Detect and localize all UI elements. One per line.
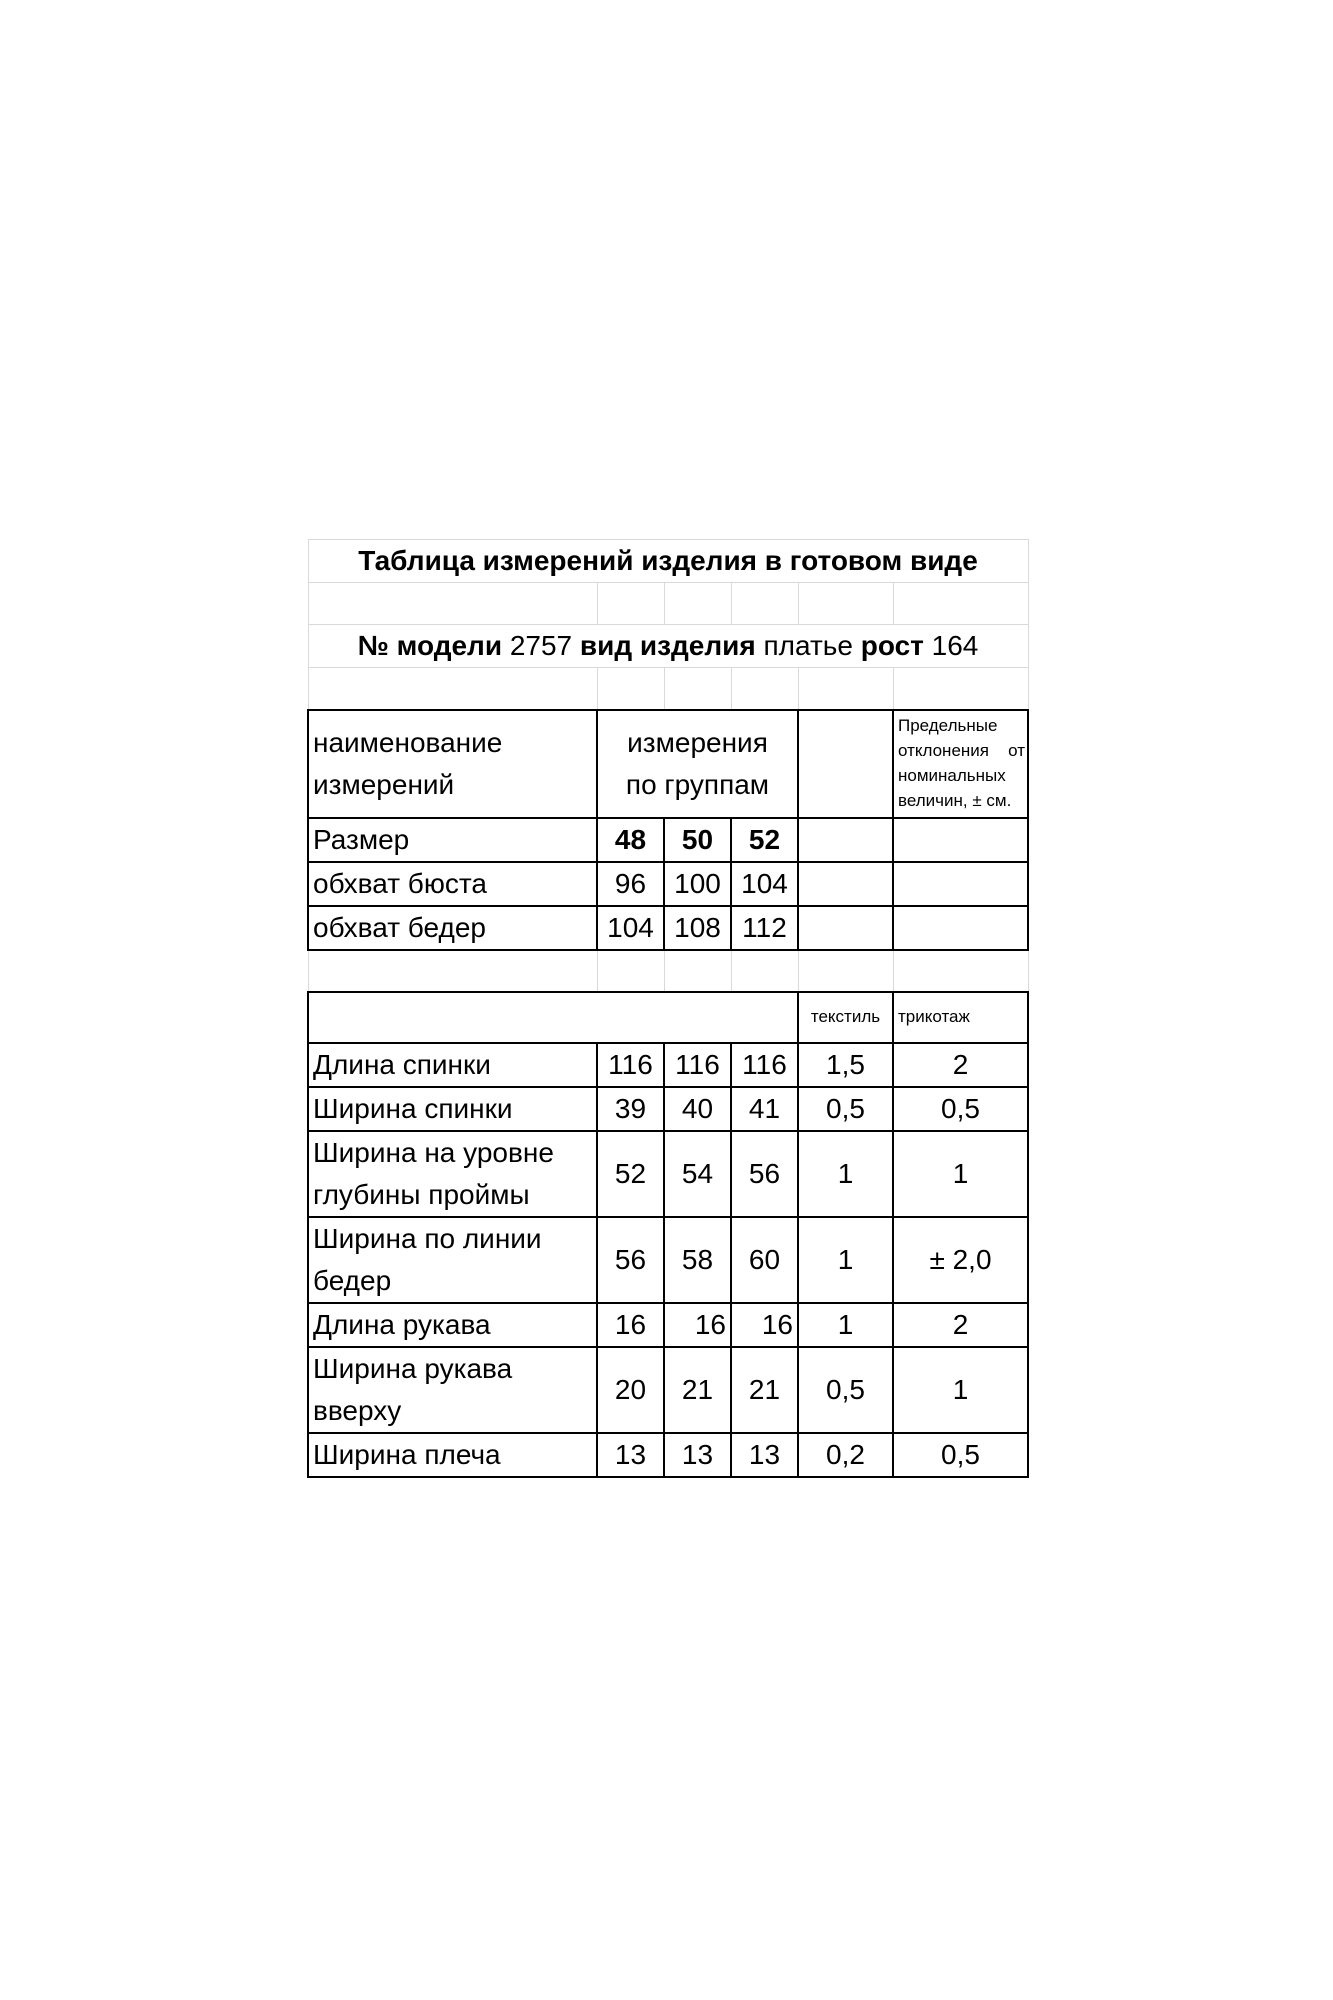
knit-tolerance: 0,5 [893, 1087, 1028, 1131]
row-label: Длина спинки [308, 1043, 597, 1087]
cell-value: 41 [731, 1087, 798, 1131]
size-value: 50 [664, 818, 731, 862]
size-value: 48 [597, 818, 664, 862]
knit-tolerance: ± 2,0 [893, 1217, 1028, 1303]
cell-value: 108 [664, 906, 731, 950]
cell-value: 40 [664, 1087, 731, 1131]
knit-tolerance: 1 [893, 1131, 1028, 1217]
header-knit: трикотаж [893, 992, 1028, 1043]
knit-tolerance: 2 [893, 1043, 1028, 1087]
textile-tolerance: 1 [798, 1217, 893, 1303]
table-row [308, 1131, 1028, 1217]
cell-value: 52 [597, 1131, 664, 1217]
table-row [308, 1087, 1028, 1131]
cell-value: 56 [731, 1131, 798, 1217]
height-value: 164 [931, 630, 979, 661]
cell-value: 60 [731, 1217, 798, 1303]
cell-value: 100 [664, 862, 731, 906]
table-row [308, 818, 1028, 862]
model-number-label: № модели [357, 630, 503, 661]
table-row [308, 1433, 1028, 1477]
cell-value: 116 [597, 1043, 664, 1087]
model-info [308, 625, 1028, 668]
cell-value: 56 [597, 1217, 664, 1303]
cell-value: 13 [597, 1433, 664, 1477]
row-label: обхват бедер [308, 906, 597, 950]
table-row [308, 1043, 1028, 1087]
knit-tolerance: 2 [893, 1303, 1028, 1347]
cell-value: 116 [664, 1043, 731, 1087]
model-number-value: 2757 [509, 630, 573, 661]
product-type-value: платье [763, 630, 853, 661]
cell-value: 21 [664, 1347, 731, 1433]
table-row [308, 906, 1028, 950]
cell-value: 112 [731, 906, 798, 950]
row-label: Ширина на уровне глубины проймы [308, 1131, 597, 1217]
cell-value: 16 [664, 1303, 731, 1347]
row-label: Ширина по линии бедер [308, 1217, 597, 1303]
measurement-table [307, 539, 1029, 1478]
cell-value: 13 [731, 1433, 798, 1477]
knit-tolerance: 1 [893, 1347, 1028, 1433]
row-label: Ширина спинки [308, 1087, 597, 1131]
header-measurement-name: наименование измерений [308, 710, 597, 818]
header-tolerance: Предельные отклонения от номинальных величин, ± см. [893, 710, 1028, 818]
cell-value: 96 [597, 862, 664, 906]
cell-value: 104 [731, 862, 798, 906]
cell-value: 21 [731, 1347, 798, 1433]
cell-value: 13 [664, 1433, 731, 1477]
cell-value: 16 [597, 1303, 664, 1347]
textile-tolerance: 1 [798, 1131, 893, 1217]
knit-tolerance: 0,5 [893, 1433, 1028, 1477]
height-label: рост [860, 630, 924, 661]
size-value: 52 [731, 818, 798, 862]
textile-tolerance: 0,2 [798, 1433, 893, 1477]
cell-value: 58 [664, 1217, 731, 1303]
row-label: Длина рукава [308, 1303, 597, 1347]
table-row [308, 1347, 1028, 1433]
textile-tolerance: 1,5 [798, 1043, 893, 1087]
row-label: Размер [308, 818, 597, 862]
table-row [308, 1217, 1028, 1303]
cell-value: 20 [597, 1347, 664, 1433]
textile-tolerance: 1 [798, 1303, 893, 1347]
cell-value: 116 [731, 1043, 798, 1087]
textile-tolerance: 0,5 [798, 1087, 893, 1131]
cell-value: 39 [597, 1087, 664, 1131]
cell-value: 54 [664, 1131, 731, 1217]
header-textile: текстиль [798, 992, 893, 1043]
row-label: Ширина плеча [308, 1433, 597, 1477]
cell-value: 16 [731, 1303, 798, 1347]
table-row [308, 1303, 1028, 1347]
row-label: Ширина рукава вверху [308, 1347, 597, 1433]
cell-value: 104 [597, 906, 664, 950]
table-row [308, 862, 1028, 906]
textile-tolerance: 0,5 [798, 1347, 893, 1433]
table-title: Таблица измерений изделия в готовом виде [308, 540, 1028, 583]
product-type-label: вид изделия [579, 630, 756, 661]
row-label: обхват бюста [308, 862, 597, 906]
header-groups: измерения по группам [597, 710, 798, 818]
